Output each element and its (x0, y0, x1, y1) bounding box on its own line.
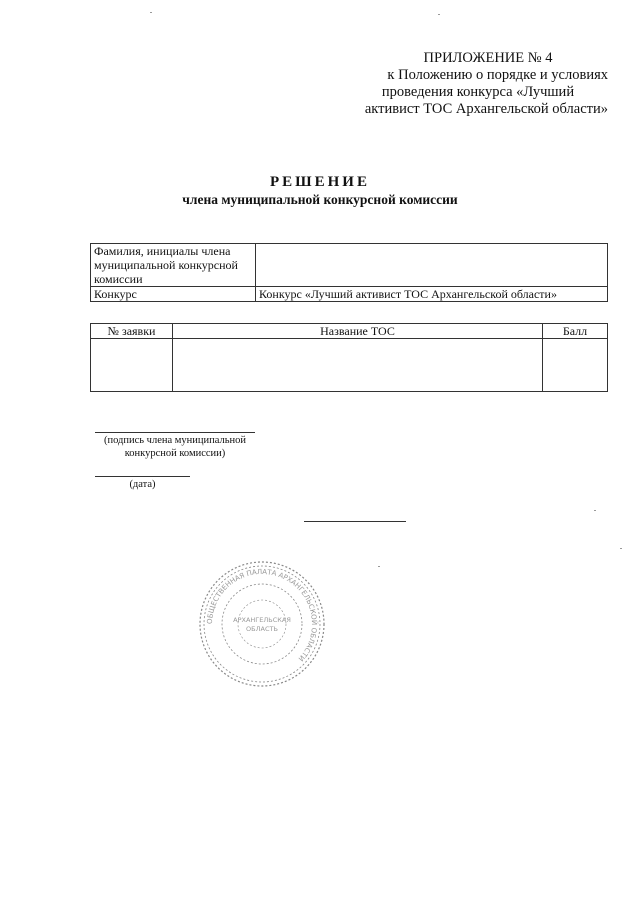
svg-text:АРХАНГЕЛЬСКАЯ: АРХАНГЕЛЬСКАЯ (233, 616, 291, 624)
scan-speck (378, 566, 380, 567)
signature-label-line: (подпись члена муниципальной (103, 435, 247, 446)
table-cell-tos-name[interactable] (173, 339, 543, 392)
appendix-line: проведения конкурса «Лучший (381, 84, 575, 100)
table-cell-label: Конкурс (91, 287, 256, 302)
signature-line (95, 432, 255, 433)
stamp-seal-icon (198, 560, 326, 688)
table-row (91, 287, 608, 302)
table-cell-label: Фамилия, инициалы члена муниципальной конкурсной комиссии (91, 244, 256, 287)
appendix-line: к Положению о порядке и условиях (387, 67, 608, 83)
end-divider (304, 521, 406, 522)
table-cell-value[interactable] (256, 244, 608, 287)
table-cell-value: Конкурс «Лучший активист ТОС Архангельской области» (256, 287, 608, 302)
column-header-tos-name: Название ТОС (173, 324, 543, 339)
svg-text:ОБЛАСТЬ: ОБЛАСТЬ (246, 625, 278, 633)
table-cell-application-number[interactable] (91, 339, 173, 392)
scan-speck (438, 14, 440, 15)
scan-speck (620, 548, 622, 549)
column-header-application-number: № заявки (91, 324, 173, 339)
table-row (91, 244, 608, 287)
appendix-title: ПРИЛОЖЕНИЕ № 4 (423, 50, 553, 66)
document-subtitle: члена муниципальной конкурсной комиссии (182, 192, 458, 207)
signature-label (90, 434, 260, 460)
column-header-score: Балл (543, 324, 608, 339)
scan-speck (150, 12, 152, 13)
document-title: РЕШЕНИЕ (270, 174, 370, 190)
appendix-header (308, 50, 608, 118)
official-stamp (198, 560, 326, 688)
score-table (90, 323, 608, 392)
table-header-row (91, 324, 608, 339)
table-row (91, 339, 608, 392)
info-table (90, 243, 608, 302)
appendix-line: активист ТОС Архангельской области» (364, 101, 608, 117)
table-cell-score[interactable] (543, 339, 608, 392)
date-line (95, 476, 190, 477)
svg-text:ОБЩЕСТВЕННАЯ ПАЛАТА АРХАНГЕЛЬС: ОБЩЕСТВЕННАЯ ПАЛАТА АРХАНГЕЛЬСКОЙ ОБЛАСТИ (205, 567, 319, 663)
scan-speck (594, 510, 596, 511)
date-label: (дата) (129, 479, 156, 490)
signature-label-line: конкурсной комиссии) (124, 448, 226, 459)
